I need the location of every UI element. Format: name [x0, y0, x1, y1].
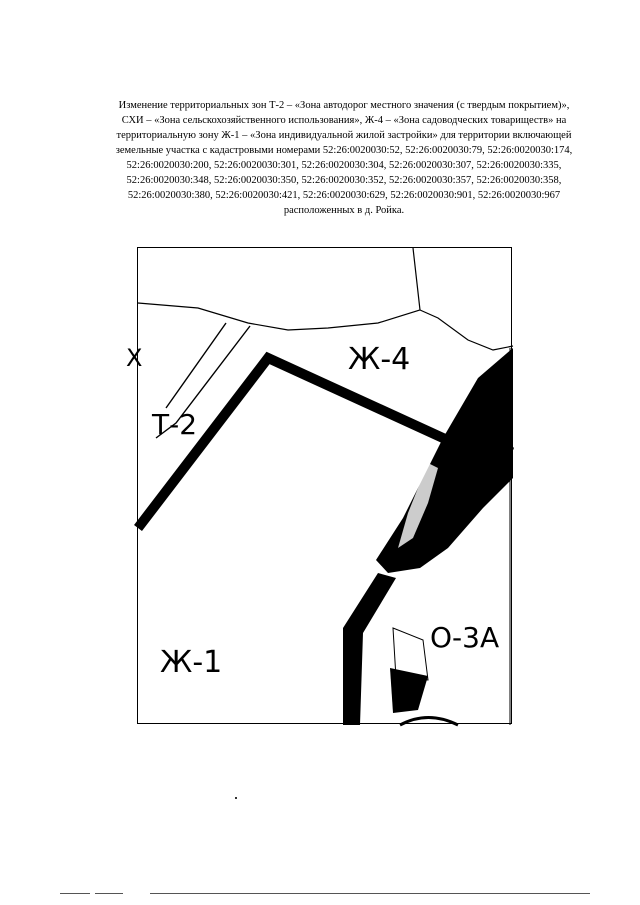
o3a-bottom-arc [400, 718, 458, 726]
black-strip-lower [343, 573, 396, 725]
stray-mark [235, 797, 237, 799]
footer-line-3 [150, 893, 590, 894]
footer-line-1 [60, 893, 90, 894]
caption-text: Изменение территориальных зон Т-2 – «Зона автодорог местного значения (с твердым покрытием)», СХИ – «Зона сельскохозяйственного использования», Ж-4 – «Зона садоводческих товариществ» на территориальную зону Ж-1 – «Зона индивидуальной жилой застройки» для территории включающей земельные участка с кадастровыми номерами 52:26:0020030:52, 52:26:0020030:79, 52:26:0020030:174, 52:26:0020030:200, 52:26:0020030:301, 52:26:0020030:304, 52:26:0020030:307, 52:26:0020030:335, 52:26:0020030:348, 52:26:0020030:350, 52:26:0020030:352, 52:26:0020030:357, 52:26:0020030:358, 52:26:0020030:380, 52:26:0020030:421, 52:26:0020030:629, 52:26:0020030:901, 52:26:0020030:967 расположенных в д. Ройка. [115, 100, 573, 216]
thick-boundary [138, 358, 456, 528]
zoning-map [126, 247, 516, 724]
road-line-1 [166, 323, 226, 408]
label-o3a: О-3А [430, 621, 500, 654]
o3a-black-patch [390, 668, 428, 713]
label-zh4: Ж-4 [348, 342, 411, 377]
label-zh1: Ж-1 [160, 645, 223, 680]
label-o-partial: О- [483, 430, 516, 463]
label-t2: Т-2 [152, 408, 198, 441]
thin-boundary-top [138, 248, 420, 330]
footer-line-2 [95, 893, 123, 894]
map-caption [108, 98, 580, 218]
thin-boundary-right [420, 310, 513, 350]
label-k-partial: Х [126, 344, 143, 372]
